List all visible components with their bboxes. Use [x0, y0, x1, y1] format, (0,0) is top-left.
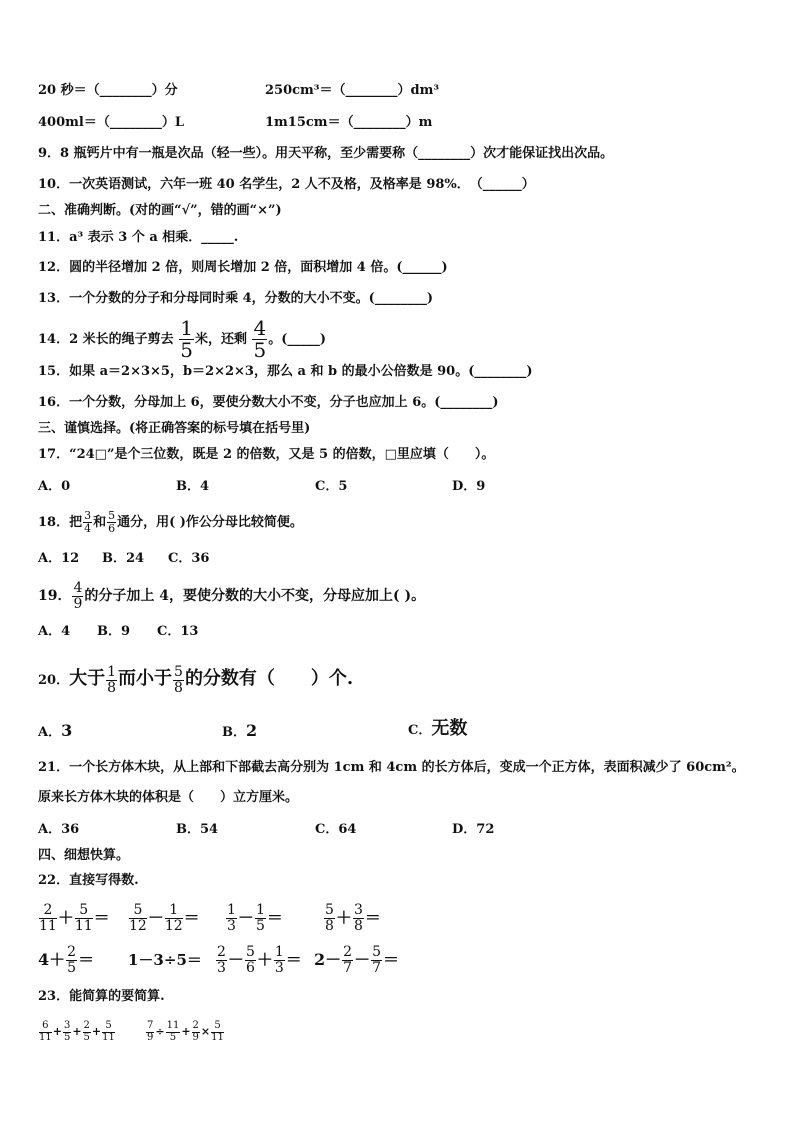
q18-fraction-2: $\frac{5}{6}$	[108, 509, 116, 535]
q17-option-b: B．4	[176, 479, 210, 494]
q18-fraction-1: $\frac{3}{4}$	[84, 509, 92, 535]
question-23: 23．能简算的要简算.	[38, 989, 165, 1004]
q17-option-c: C．5	[315, 479, 348, 494]
q14-fraction-1: $\frac{1}{5}$	[180, 316, 193, 362]
q20-fraction-2: $\frac{5}{8}$	[174, 664, 183, 696]
q21-option-d: D．72	[452, 822, 495, 837]
q14-fraction-2: $\frac{4}{5}$	[253, 316, 267, 362]
calc-4: $\frac{5}{8}$ ＋ $\frac{3}{8}$ ＝	[325, 902, 381, 934]
question-10: 10．一次英语测试，六年一班 40 名学生，2 人不及格，及格率是 98%． （______）	[38, 177, 535, 192]
question-15: 15．如果 a＝2×3×5，b＝2×2×3，那么 a 和 b 的最小公倍数是 90。(________)	[38, 364, 533, 379]
q14-pre: 14．2 米长的绳子剪去	[38, 332, 174, 347]
q14-mid: 米，还剩	[194, 332, 247, 347]
conv-cm3: 250cm³＝（________）dm³	[265, 83, 440, 98]
q21-option-c: C．64	[315, 822, 357, 837]
q19-option-b: B．9	[97, 624, 131, 639]
question-18: 18．把 $\frac{3}{4}$ 和 $\frac{5}{6}$ 通分，用( )作公分母比较简便。	[38, 509, 303, 535]
q17-option-d: D．9	[452, 479, 486, 494]
q20-fraction-1: $\frac{1}{8}$	[107, 664, 117, 696]
calc-2: $\frac{5}{12}$ － $\frac{1}{12}$ ＝	[129, 902, 200, 934]
conv-seconds: 20 秒＝（________）分	[38, 83, 178, 98]
question-9: 9．8 瓶钙片中有一瓶是次品（轻一些）。用天平称，至少需要称（________）次才能保证找出次品。	[38, 146, 614, 161]
section-3-heading: 三、谨慎选择。(将正确答案的标号填在括号里)	[38, 421, 311, 436]
question-21-line-1: 21．一个长方体木块，从上部和下部截去高分别为 1cm 和 4cm 的长方体后，变成一个正方体，表面积减少了 60cm²。	[38, 760, 745, 775]
q14-post: 。(_____)	[268, 332, 327, 347]
question-17: 17．“24□”是个三位数，既是 2 的倍数，又是 5 的倍数，□里应填（ ）。	[38, 447, 495, 462]
calc-5: 4＋ $\frac{2}{5}$ ＝	[38, 944, 95, 976]
section-2-heading: 二、准确判断。(对的画“√”，错的画“×”)	[38, 203, 282, 218]
q19-option-a: A．4	[38, 624, 71, 639]
q19-option-c: C．13	[157, 624, 199, 639]
q20-option-b: B．2	[222, 721, 258, 740]
question-14	[38, 318, 326, 361]
simplify-expression-1: $\frac{6}{11}$ + $\frac{3}{5}$ + $\frac{2}{5}$ + $\frac{5}{11}$	[39, 1020, 115, 1043]
calc-7: $\frac{2}{3}$ － $\frac{5}{6}$ ＋ $\frac{1}{3}$ ＝	[217, 944, 302, 976]
question-12: 12．圆的半径增加 2 倍，则周长增加 2 倍，面积增加 4 倍。(______)	[38, 260, 448, 275]
q18-option-b: B．24	[102, 551, 145, 566]
q17-option-a: A．0	[38, 479, 71, 494]
question-21-line-2: 原来长方体木块的体积是（ ）立方厘米。	[38, 790, 299, 805]
q18-option-c: C．36	[168, 551, 210, 566]
conv-ml: 400ml＝（________）L	[38, 115, 184, 130]
calc-1: $\frac{2}{11}$ ＋ $\frac{5}{11}$ ＝	[39, 902, 110, 934]
calc-8: 2－ $\frac{2}{7}$ － $\frac{5}{7}$ ＝	[314, 944, 400, 976]
question-20: 20．大于 $\frac{1}{8}$ 而小于 $\frac{5}{8}$ 的分数有（ ）个.	[38, 664, 354, 696]
simplify-expression-2: $\frac{7}{9}$ ÷ $\frac{11}{5}$ + $\frac{2}{9}$ × $\frac{5}{11}$	[147, 1020, 224, 1043]
question-13: 13．一个分数的分子和分母同时乘 4，分数的大小不变。(________)	[38, 291, 433, 306]
q20-option-c: C．无数	[408, 718, 468, 739]
question-11: 11．a³ 表示 3 个 a 相乘．_____.	[38, 230, 239, 245]
q19-fraction: $\frac{4}{9}$	[73, 579, 83, 612]
question-16: 16．一个分数，分母加上 6，要使分数大小不变，分子也应加上 6。(________)	[38, 395, 499, 410]
question-19: 19． $\frac{4}{9}$ 的分子加上 4，要使分数的大小不变，分母应加上( )。	[38, 579, 426, 612]
conv-m: 1m15cm＝（________）m	[265, 115, 433, 130]
calc-6: 1－3÷5＝	[128, 951, 202, 969]
q20-option-a: A．3	[38, 721, 73, 740]
q21-option-a: A．36	[38, 822, 80, 837]
question-22: 22．直接写得数.	[38, 873, 139, 888]
calc-3: $\frac{1}{3}$ － $\frac{1}{5}$ ＝	[227, 902, 283, 934]
q18-option-a: A．12	[38, 551, 80, 566]
section-4-heading: 四、细想快算。	[38, 848, 130, 863]
q21-option-b: B．54	[176, 822, 219, 837]
